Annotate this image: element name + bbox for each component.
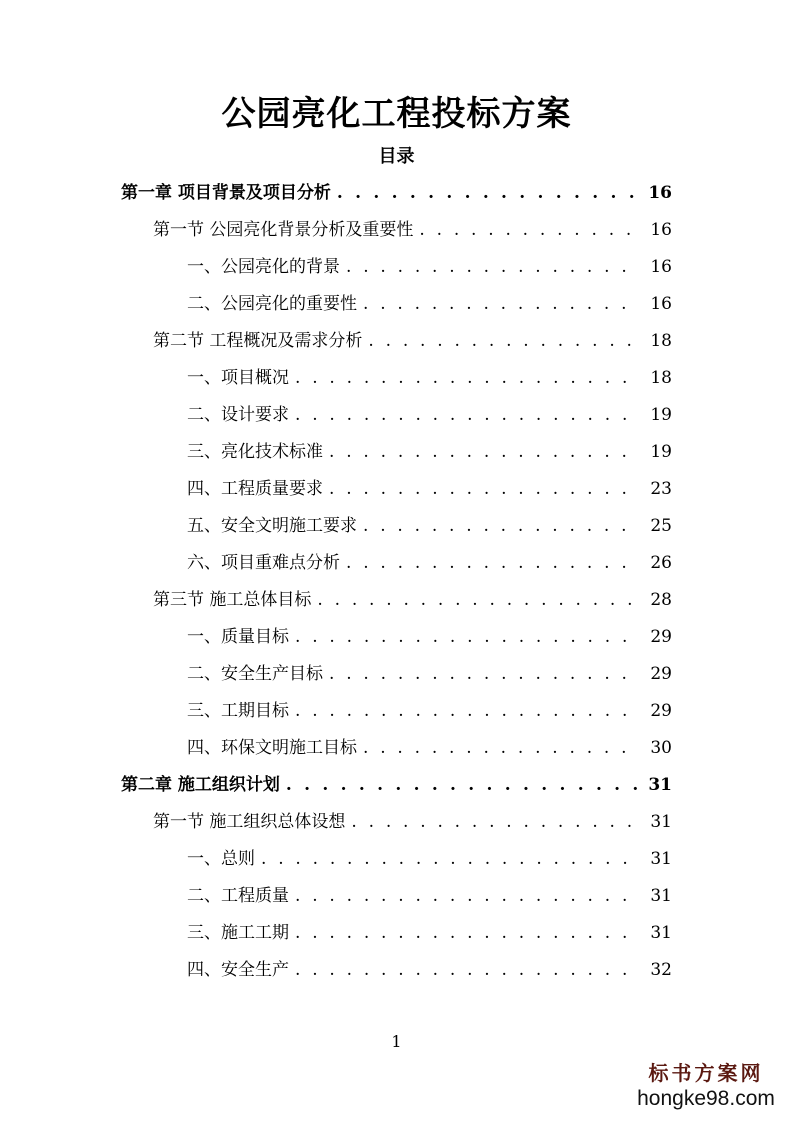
toc-entry-title: 一、公园亮化的背景 [187,257,340,277]
toc-leader-dots [295,397,640,434]
toc-entry-item[interactable] [187,915,672,952]
toc-entry-section[interactable] [153,582,672,619]
toc-leader-dots [295,619,640,656]
toc-entry-item[interactable] [187,434,672,471]
toc-entry-title: 第三节 施工总体目标 [153,590,312,610]
watermark-logo [631,1060,781,1112]
toc-entry-page: 18 [650,331,672,351]
toc-leader-dots [419,212,640,249]
toc-entry-title: 二、安全生产目标 [187,664,323,684]
toc-entry-page: 26 [650,553,672,573]
toc-leader-dots [329,434,640,471]
toc-entry-item[interactable] [187,952,672,989]
toc-entry-page: 29 [650,701,672,721]
toc-entry-item[interactable] [187,878,672,915]
toc-entry-page: 16 [648,183,672,203]
page-number: 1 [391,1032,402,1051]
toc-leader-dots [346,545,640,582]
toc-entry-title: 第一章 项目背景及项目分析 [121,183,331,203]
toc-entry-page: 19 [650,405,672,425]
toc-entry-item[interactable] [187,693,672,730]
toc-entry-title: 三、工期目标 [187,701,289,721]
toc-entry-title: 四、工程质量要求 [187,479,323,499]
toc-leader-dots [317,582,640,619]
toc-entry-title: 第一节 公园亮化背景分析及重要性 [153,220,414,240]
toc-entry-chapter[interactable] [121,767,672,804]
toc-entry-title: 一、质量目标 [187,627,289,647]
toc-entry-page: 16 [650,257,672,277]
toc-entry-page: 31 [648,775,672,795]
toc-leader-dots [368,323,640,360]
toc-entry-item[interactable] [187,249,672,286]
toc-leader-dots [346,249,640,286]
toc-entry-title: 六、项目重难点分析 [187,553,340,573]
toc-entry-page: 16 [650,294,672,314]
toc-leader-dots [351,804,640,841]
toc-entry-page: 23 [650,479,672,499]
toc-entry-item[interactable] [187,841,672,878]
toc-entry-page: 29 [650,627,672,647]
toc-heading: 目录 [378,146,415,167]
toc-leader-dots [286,767,640,804]
toc-entry-page: 28 [650,590,672,610]
toc-entry-chapter[interactable] [121,175,672,212]
toc-leader-dots [363,730,640,767]
toc-entry-page: 31 [650,812,672,832]
toc-entry-item[interactable] [187,397,672,434]
toc-entry-page: 31 [650,849,672,869]
toc-entry-page: 18 [650,368,672,388]
toc-entry-item[interactable] [187,286,672,323]
toc-leader-dots [295,952,640,989]
toc-entry-page: 19 [650,442,672,462]
toc-entry-title: 三、亮化技术标准 [187,442,323,462]
toc-leader-dots [261,841,640,878]
toc-entry-page: 25 [650,516,672,536]
toc-entry-title: 五、安全文明施工要求 [187,516,357,536]
toc-entry-page: 16 [650,220,672,240]
toc-leader-dots [329,471,640,508]
toc-entry-section[interactable] [153,212,672,249]
watermark-name: 标书方案网 [648,1061,764,1085]
toc-entry-item[interactable] [187,656,672,693]
toc-entry-item[interactable] [187,471,672,508]
toc-leader-dots [329,656,640,693]
toc-entry-title: 第二节 工程概况及需求分析 [153,331,363,351]
toc-leader-dots [295,915,640,952]
toc-entry-title: 第二章 施工组织计划 [121,775,280,795]
toc-entry-title: 一、总则 [187,849,255,869]
watermark-url: hongke98.com [637,1087,775,1110]
toc-entry-page: 31 [650,923,672,943]
toc-leader-dots [363,286,640,323]
toc-entry-item[interactable] [187,619,672,656]
toc-entry-item[interactable] [187,545,672,582]
toc-entry-page: 29 [650,664,672,684]
toc-entry-item[interactable] [187,730,672,767]
toc-entry-title: 第一节 施工组织总体设想 [153,812,346,832]
toc-entry-title: 四、环保文明施工目标 [187,738,357,758]
toc-entry-title: 一、项目概况 [187,368,289,388]
toc-entry-section[interactable] [153,804,672,841]
toc-leader-dots [295,693,640,730]
document-title: 公园亮化工程投标方案 [221,94,572,134]
toc-entry-page: 32 [650,960,672,980]
toc-entry-title: 二、设计要求 [187,405,289,425]
toc-entry-title: 三、施工工期 [187,923,289,943]
toc-entry-title: 二、工程质量 [187,886,289,906]
toc-leader-dots [337,175,640,212]
toc-entry-item[interactable] [187,360,672,397]
toc-entry-page: 31 [650,886,672,906]
toc-entry-section[interactable] [153,323,672,360]
toc-entry-title: 四、安全生产 [187,960,289,980]
toc-entry-page: 30 [650,738,672,758]
toc-entry-item[interactable] [187,508,672,545]
toc-leader-dots [363,508,640,545]
toc-entry-title: 二、公园亮化的重要性 [187,294,357,314]
toc-leader-dots [295,360,640,397]
toc-leader-dots [295,878,640,915]
